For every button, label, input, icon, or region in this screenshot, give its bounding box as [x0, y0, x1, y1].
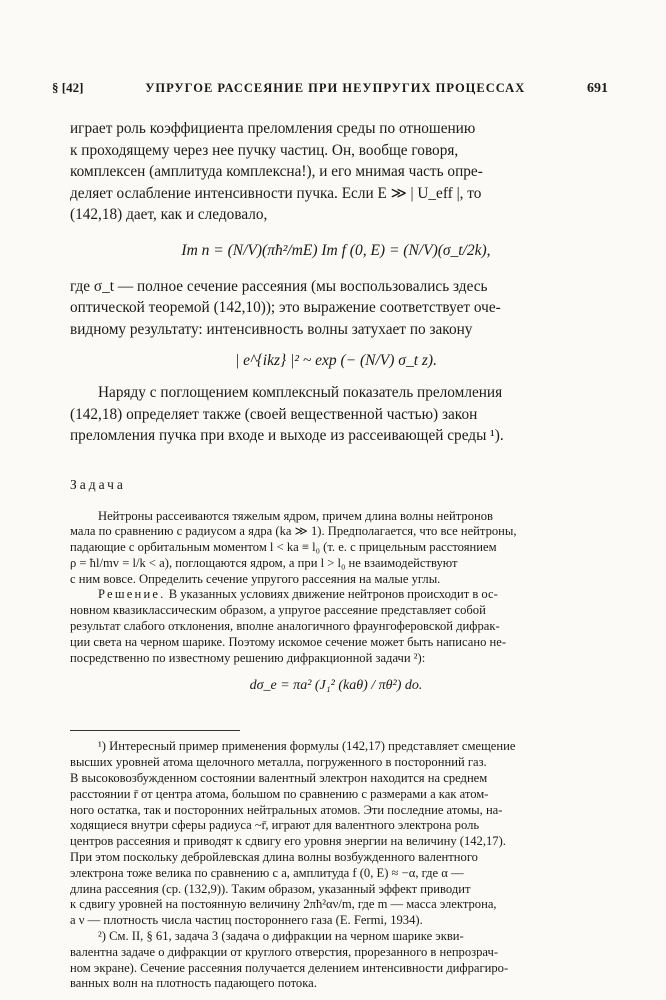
- solution: [70, 587, 602, 666]
- text-line: преломления пучка при входе и выходе из рассеивающей среды ¹).: [70, 427, 504, 444]
- text-line: посредственно по известному решению дифракционной задачи ²):: [70, 650, 426, 665]
- text-line: валентна задаче о дифракции от круглого отверстия, прорезанного в непрозрач-: [70, 944, 499, 959]
- text-line: к проходящему через нее пучку частиц. Он, вообще говоря,: [70, 141, 459, 159]
- text-line: с ним вовсе. Определить сечение упругого рассеяния на малые углы.: [70, 571, 441, 586]
- paragraph-2: [70, 276, 602, 341]
- text-line: результат слабого отклонения, вполне аналогичного фраунгоферовской дифрак-: [70, 619, 500, 634]
- running-title: УПРУГОЕ РАССЕЯНИЕ ПРИ НЕУПРУГИХ ПРОЦЕССАХ: [145, 81, 526, 95]
- solution-line-first: В указанных условиях движение нейтронов происходит в ос-: [168, 587, 498, 602]
- text-line: расстоянии r̄ от центра атома, большом по сравнению с размерами a как атом-: [70, 786, 489, 801]
- text-line: Нейтроны рассеиваются тяжелым ядром, причем длина волны нейтронов: [98, 508, 493, 523]
- text-line: ном экране). Сечение рассеяния получается делением интенсивности дифрагиро-: [70, 960, 509, 975]
- text-line: (142,18) определяет также (своей вещественной частью) закон: [70, 405, 478, 423]
- running-header: [52, 80, 608, 100]
- text-line: где σ_t — полное сечение рассеяния (мы воспользовались здесь: [70, 277, 488, 295]
- page-number: 691: [587, 81, 608, 96]
- text-line: высших уровней атома щелочного металла, погруженного в посторонний газ.: [70, 755, 487, 770]
- text-line: Наряду с поглощением комплексный показатель преломления: [98, 384, 503, 401]
- text-line: мала по сравнению с радиусом a ядра (ka ≫ 1). Предполагается, что все нейтроны,: [70, 524, 517, 539]
- equation-cross-section: dσ_e = πa² (J₁² (kaθ) / πθ²) do.: [249, 678, 423, 694]
- text-line: видному результату: интенсивность волны затухает по закону: [70, 320, 473, 338]
- text-line: оптической теоремой (142,10)); это выражение соответствует оче-: [70, 299, 501, 316]
- page-body: [70, 118, 602, 992]
- text-line: деляет ослабление интенсивности пучка. Если E ≫ | U_eff |, то: [70, 184, 482, 202]
- text-line: ²) См. II, § 61, задача 3 (задача о дифракции на черном шарике экви-: [98, 929, 464, 944]
- text-line: [70, 587, 602, 603]
- text-line: ходящиеся внутри сферы радиуса ~r̄, играют для валентного электрона роль: [70, 818, 480, 833]
- problem-statement: [70, 509, 602, 588]
- paragraph-1: [70, 118, 602, 226]
- text-line: комплексен (амплитуда комплексна!), и его мнимая часть опре-: [70, 163, 483, 180]
- paragraph-3: [70, 382, 602, 447]
- text-line: а ν — плотность числа частиц постороннего газа (E. Fermi, 1934).: [70, 913, 423, 928]
- text-line: ванных волн на плотность падающего потока.: [70, 976, 317, 991]
- equation-attenuation: | e^{ikz} |² ~ exp (− (N/V) σ_t z).: [235, 352, 437, 369]
- text-line: новном квазиклассическим образом, а упругое рассеяние представляет собой: [70, 603, 486, 618]
- text-line: В высоковозбужденном состоянии валентный электрон находится на среднем: [70, 771, 488, 786]
- text-line: падающие с орбитальным моментом l < ka ≡ l₀ (т. е. с прицельным расстоянием: [70, 540, 497, 555]
- text-line: ции света на черном шарике. Поэтому искомое сечение может быть написано не-: [70, 634, 507, 649]
- text-line: электрона тоже велика по сравнению с a, амплитуда f (0, E) ≈ −α, где α —: [70, 865, 464, 880]
- footnote-1: [70, 739, 602, 929]
- section-number: § [42]: [52, 80, 84, 95]
- text-line: ¹) Интересный пример применения формулы (142,17) представляет смещение: [98, 739, 516, 754]
- text-line: ного остатка, так и посторонних нейтральных атомов. Эти последние атомы, на-: [70, 802, 503, 817]
- text-line: (142,18) дает, как и следовало,: [70, 206, 268, 223]
- text-line: При этом поскольку дебройлевская длина волны возбужденного валентного: [70, 850, 478, 865]
- text-line: длина рассеяния (ср. (132,9)). Таким образом, указанный эффект приводит: [70, 881, 471, 896]
- text-line: ρ = ħl/mv = l/k < a), поглощаются ядром, а при l > l₀ не взаимодействуют: [70, 555, 458, 570]
- text-line: к сдвигу уровней на постоянную величину 2πħ²αν/m, где m — масса электрона,: [70, 897, 497, 912]
- text-line: играет роль коэффициента преломления среды по отношению: [70, 120, 476, 137]
- equation-im-n: Im n = (N/V)(πħ²/mE) Im f (0, E) = (N/V)(σ_t/2k),: [181, 241, 491, 259]
- problem-title: Задача: [70, 476, 126, 492]
- text-line: центров рассеяния и приводят к сдвигу его уровня энергии на величину (142,17).: [70, 834, 506, 849]
- footnote-2: [70, 929, 602, 992]
- solution-label: Решение.: [98, 587, 166, 602]
